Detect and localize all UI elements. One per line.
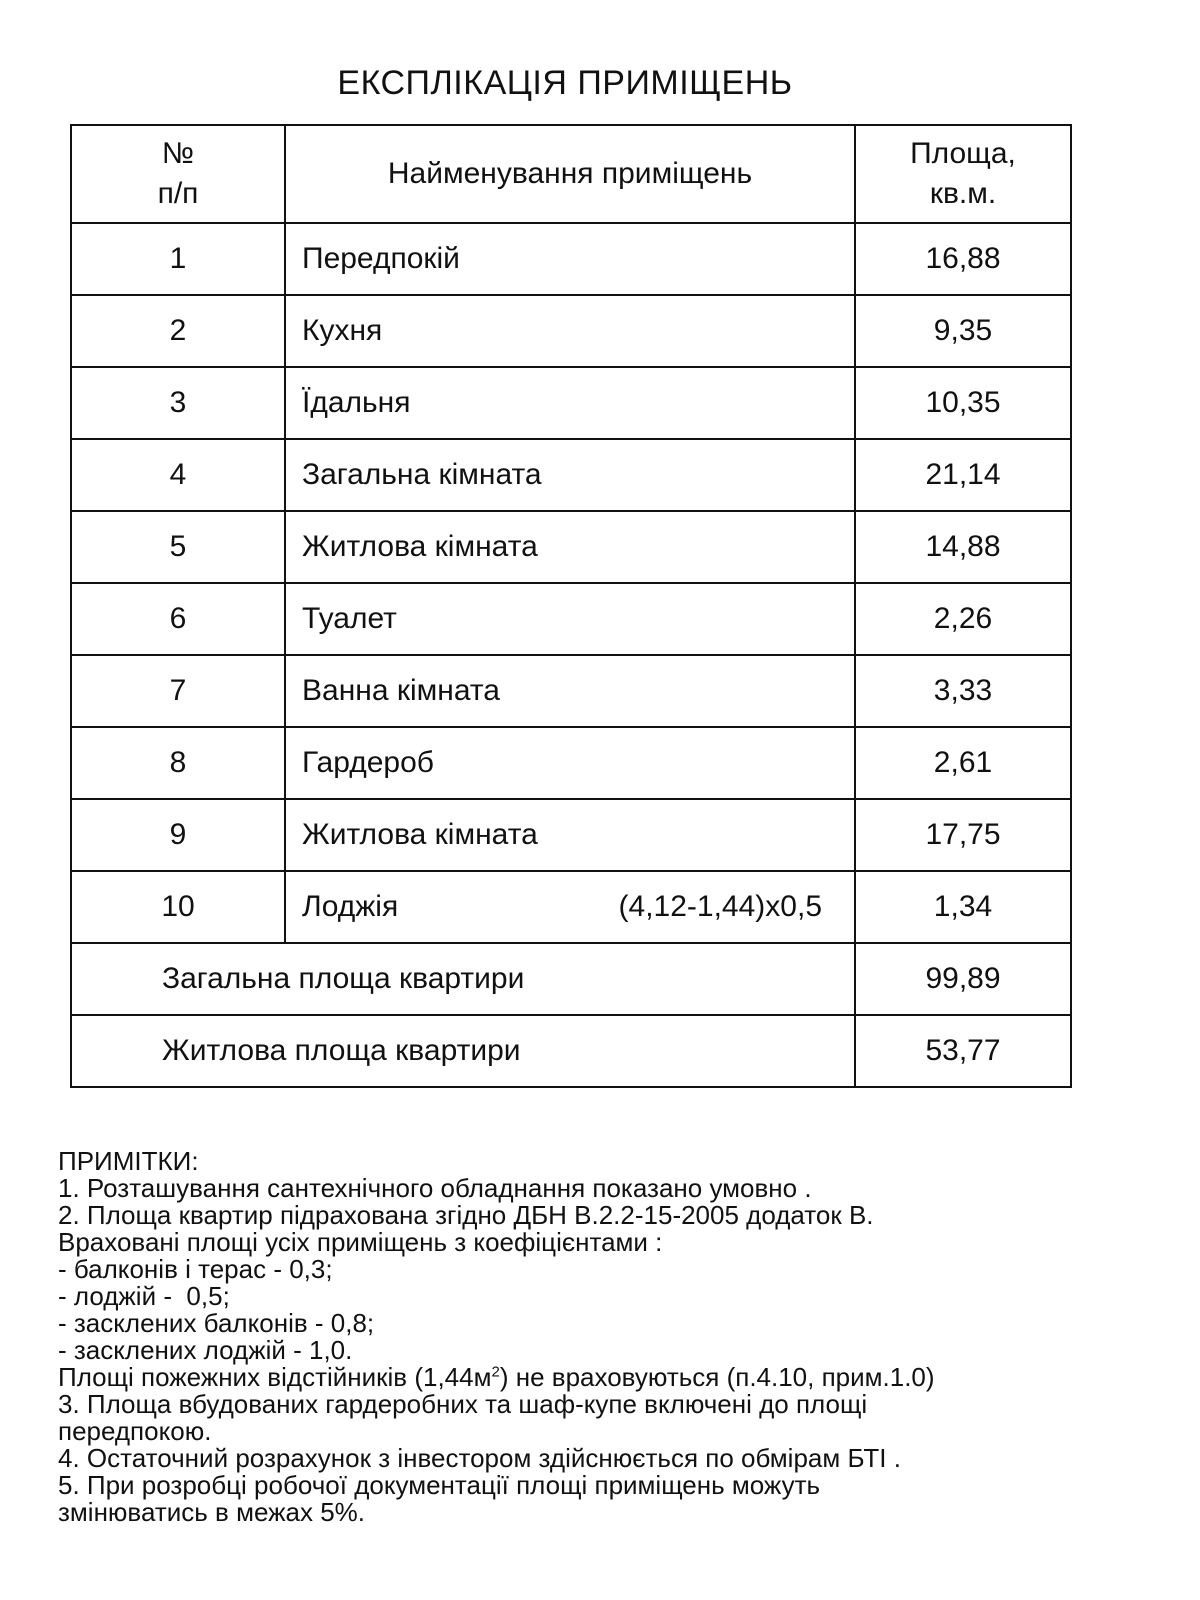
total-label: Загальна площа квартири — [71, 943, 855, 1015]
room-name: Ванна кімната — [302, 674, 500, 707]
room-name: Гардероб — [302, 746, 434, 779]
table-row — [71, 439, 1071, 511]
room-area: 3,33 — [855, 655, 1071, 727]
room-name-cell — [285, 223, 855, 295]
room-name-cell — [285, 511, 855, 583]
room-area: 10,35 — [855, 367, 1071, 439]
header-number-line2: п/п — [157, 177, 199, 210]
header-number — [71, 125, 285, 223]
room-area-formula: (4,12-1,44)x0,5 — [618, 890, 822, 923]
room-number: 3 — [71, 367, 285, 439]
room-number: 8 — [71, 727, 285, 799]
notes-line8-after: ) не враховуються (п.4.10, прим.1.0) — [499, 1362, 935, 1392]
header-number-line1: № — [161, 137, 195, 170]
notes-line: 2. Площа квартир підрахована згідно ДБН В.2.2-15-2005 додаток В. — [58, 1200, 874, 1230]
notes-line: 1. Розташування сантехнічного обладнання показано умовно . — [58, 1173, 812, 1203]
room-number: 1 — [71, 223, 285, 295]
notes-line: 3. Площа вбудованих гардеробних та шаф-купе включені до площі — [58, 1389, 868, 1419]
total-label: Житлова площа квартири — [71, 1015, 855, 1087]
room-number: 10 — [71, 871, 285, 943]
room-area: 21,14 — [855, 439, 1071, 511]
header-area-line2: кв.м. — [929, 177, 997, 210]
room-area: 9,35 — [855, 295, 1071, 367]
room-number: 6 — [71, 583, 285, 655]
document-title: ЕКСПЛІКАЦІЯ ПРИМІЩЕНЬ — [337, 64, 793, 102]
table-row — [71, 799, 1071, 871]
table-row — [71, 727, 1071, 799]
room-number: 4 — [71, 439, 285, 511]
room-number: 2 — [71, 295, 285, 367]
table-row — [71, 367, 1071, 439]
notes-line: - засклених балконів - 0,8; — [58, 1308, 375, 1338]
room-area: 17,75 — [855, 799, 1071, 871]
notes-line: Враховані площі усіх приміщень з коефіцієнтами : — [58, 1227, 663, 1257]
notes-line: - засклених лоджій - 1,0. — [58, 1335, 353, 1365]
notes-heading: ПРИМІТКИ: — [58, 1146, 199, 1176]
room-name: Лоджія — [302, 890, 399, 923]
room-number: 7 — [71, 655, 285, 727]
notes-line: - балконів і терас - 0,3; — [58, 1254, 333, 1284]
room-name-cell — [285, 655, 855, 727]
table-row — [71, 871, 1071, 943]
room-name: Загальна кімната — [302, 458, 542, 491]
header-name: Найменування приміщень — [285, 125, 855, 223]
room-name-cell — [285, 871, 855, 943]
total-row — [71, 943, 1071, 1015]
table-row — [71, 223, 1071, 295]
notes-line: змінюватись в межах 5%. — [58, 1497, 365, 1527]
room-area: 2,61 — [855, 727, 1071, 799]
room-area: 14,88 — [855, 511, 1071, 583]
table-header-row — [71, 125, 1071, 223]
room-area: 16,88 — [855, 223, 1071, 295]
room-name-cell — [285, 727, 855, 799]
room-name: Житлова кімната — [302, 530, 538, 563]
header-area — [855, 125, 1071, 223]
notes-line: - лоджій - 0,5; — [58, 1281, 230, 1311]
notes-line8-before: Площі пожежних відстійників (1,44м — [58, 1362, 492, 1392]
notes-line8-superscript: 2 — [491, 1363, 500, 1381]
total-value: 53,77 — [855, 1015, 1071, 1087]
table-row — [71, 583, 1071, 655]
room-number: 9 — [71, 799, 285, 871]
room-name-cell — [285, 367, 855, 439]
notes-line: 4. Остаточний розрахунок з інвестором здійснюється по обмірам БТІ . — [58, 1443, 901, 1473]
room-name-cell — [285, 583, 855, 655]
room-name-cell — [285, 295, 855, 367]
room-name-cell — [285, 799, 855, 871]
notes-section — [58, 1148, 1178, 1526]
notes-line: передпокою. — [58, 1416, 212, 1446]
notes-line — [58, 1364, 1178, 1391]
table-row — [71, 655, 1071, 727]
total-row — [71, 1015, 1071, 1087]
room-name: Їдальня — [302, 386, 411, 419]
room-name: Житлова кімната — [302, 818, 538, 851]
room-name: Кухня — [302, 314, 383, 347]
room-number: 5 — [71, 511, 285, 583]
header-area-line1: Площа, — [910, 137, 1016, 170]
explication-table — [70, 124, 1072, 1088]
room-name: Туалет — [302, 602, 397, 635]
table-row — [71, 511, 1071, 583]
room-area: 1,34 — [855, 871, 1071, 943]
total-value: 99,89 — [855, 943, 1071, 1015]
room-area: 2,26 — [855, 583, 1071, 655]
room-name: Передпокій — [302, 242, 460, 275]
table-row — [71, 295, 1071, 367]
notes-line: 5. При розробці робочої документації площі приміщень можуть — [58, 1470, 821, 1500]
room-name-cell — [285, 439, 855, 511]
